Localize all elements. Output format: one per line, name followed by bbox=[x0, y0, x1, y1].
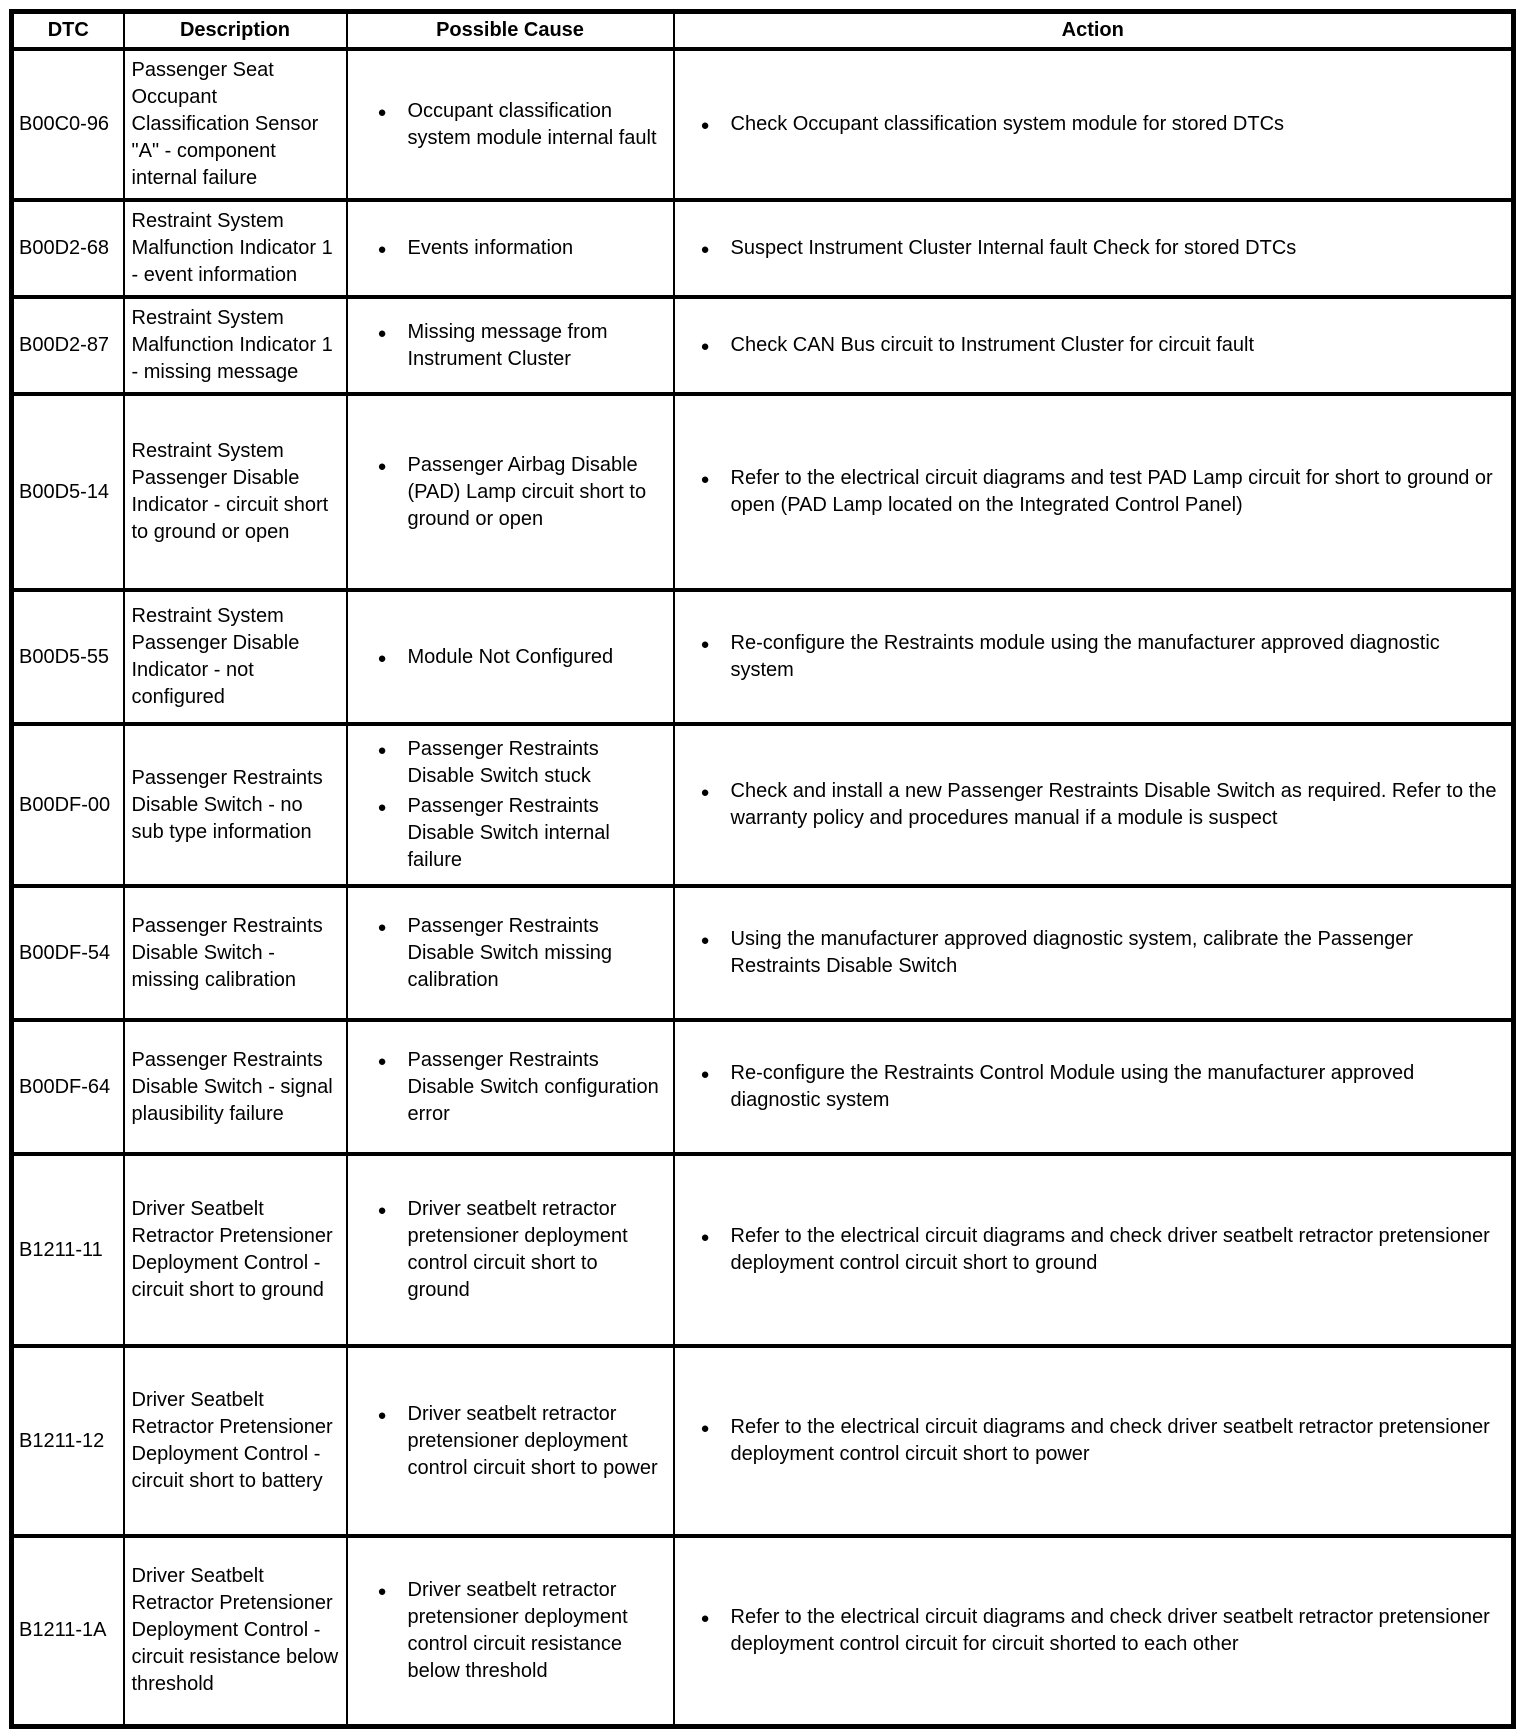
description-text: Driver Seatbelt Retractor Pretensioner Deployment Control - circuit short to ground bbox=[131, 1198, 333, 1301]
action-list bbox=[683, 1223, 1504, 1277]
cause-list bbox=[356, 452, 665, 533]
table-row bbox=[12, 724, 1514, 886]
cause-item: ● Passenger Restraints Disable Switch missing calibration bbox=[378, 913, 665, 994]
dtc-code: B00D5-14 bbox=[19, 480, 110, 503]
action-item: ● Check and install a new Passenger Restraints Disable Switch as required. Refer to the warranty policy and procedures manual if a module is suspect bbox=[701, 778, 1504, 832]
header-description: Description bbox=[124, 12, 347, 50]
dtc-code: B00D2-87 bbox=[19, 334, 110, 356]
action-list bbox=[683, 111, 1504, 138]
possible-cause-cell bbox=[347, 590, 674, 724]
action-cell bbox=[674, 724, 1514, 886]
dtc-code: B00DF-54 bbox=[19, 941, 111, 964]
possible-cause-cell bbox=[347, 200, 674, 297]
dtc-cell bbox=[12, 590, 124, 724]
possible-cause-cell bbox=[347, 886, 674, 1020]
description-cell bbox=[124, 1020, 347, 1154]
dtc-cell bbox=[12, 297, 124, 394]
table-row bbox=[12, 1536, 1514, 1726]
description-text: Driver Seatbelt Retractor Pretensioner Deployment Control - circuit resistance below threshold bbox=[131, 1565, 339, 1696]
description-cell bbox=[124, 297, 347, 394]
action-item: ● Refer to the electrical circuit diagrams and check driver seatbelt retractor pretensioner deployment control circuit short to power bbox=[701, 1414, 1504, 1468]
action-item: ● Refer to the electrical circuit diagrams and test PAD Lamp circuit for short to ground or open (PAD Lamp located on the Integrated Control Panel) bbox=[701, 465, 1504, 519]
action-cell bbox=[674, 1020, 1514, 1154]
action-item: ● Refer to the electrical circuit diagrams and check driver seatbelt retractor pretensioner deployment control circuit for circuit shorted to each other bbox=[701, 1604, 1504, 1658]
action-cell bbox=[674, 49, 1514, 200]
action-cell bbox=[674, 394, 1514, 590]
dtc-cell bbox=[12, 49, 124, 200]
table-row bbox=[12, 297, 1514, 394]
action-list bbox=[683, 1060, 1504, 1114]
action-cell bbox=[674, 590, 1514, 724]
cause-item: ● Passenger Restraints Disable Switch configuration error bbox=[378, 1047, 665, 1128]
description-text: Passenger Restraints Disable Switch - missing calibration bbox=[131, 914, 323, 991]
description-cell bbox=[124, 724, 347, 886]
description-text: Driver Seatbelt Retractor Pretensioner Deployment Control - circuit short to battery bbox=[131, 1389, 333, 1492]
possible-cause-cell bbox=[347, 724, 674, 886]
action-item: ● Re-configure the Restraints Control Module using the manufacturer approved diagnostic system bbox=[701, 1060, 1504, 1114]
header-action: Action bbox=[674, 12, 1514, 50]
description-text: Passenger Seat Occupant Classification Sensor "A" - component internal failure bbox=[131, 59, 319, 189]
dtc-cell bbox=[12, 1154, 124, 1346]
header-row bbox=[12, 12, 1514, 50]
cause-list bbox=[356, 1047, 665, 1128]
dtc-code: B1211-11 bbox=[19, 1238, 103, 1261]
table-row bbox=[12, 886, 1514, 1020]
cause-item: ● Driver seatbelt retractor pretensioner deployment control circuit short to ground bbox=[378, 1196, 665, 1304]
action-list bbox=[683, 235, 1504, 262]
dtc-table bbox=[9, 9, 1516, 1729]
possible-cause-cell bbox=[347, 394, 674, 590]
action-item: ● Using the manufacturer approved diagnostic system, calibrate the Passenger Restraints Disable Switch bbox=[701, 926, 1504, 980]
dtc-cell bbox=[12, 1536, 124, 1726]
possible-cause-cell bbox=[347, 1346, 674, 1536]
cause-list bbox=[356, 1196, 665, 1304]
header-dtc: DTC bbox=[12, 12, 124, 50]
action-cell bbox=[674, 1154, 1514, 1346]
cause-list bbox=[356, 235, 665, 262]
action-item: ● Re-configure the Restraints module using the manufacturer approved diagnostic system bbox=[701, 630, 1504, 684]
description-cell bbox=[124, 1346, 347, 1536]
description-text: Passenger Restraints Disable Switch - signal plausibility failure bbox=[131, 1048, 333, 1125]
description-cell bbox=[124, 1154, 347, 1346]
table-row bbox=[12, 49, 1514, 200]
description-cell bbox=[124, 590, 347, 724]
header-possible-cause: Possible Cause bbox=[347, 12, 674, 50]
action-list bbox=[683, 926, 1504, 980]
cause-list bbox=[356, 98, 665, 152]
cause-item: ● Occupant classification system module internal fault bbox=[378, 98, 665, 152]
possible-cause-cell bbox=[347, 297, 674, 394]
dtc-cell bbox=[12, 394, 124, 590]
description-text: Restraint System Passenger Disable Indicator - circuit short to ground or open bbox=[131, 440, 329, 543]
action-item: ● Check Occupant classification system module for stored DTCs bbox=[701, 111, 1504, 138]
action-cell bbox=[674, 1536, 1514, 1726]
cause-item: ● Module Not Configured bbox=[378, 644, 665, 671]
action-cell bbox=[674, 1346, 1514, 1536]
cause-item: ● Events information bbox=[378, 235, 665, 262]
description-text: Restraint System Passenger Disable Indicator - not configured bbox=[131, 605, 300, 708]
dtc-code: B00D5-55 bbox=[19, 645, 110, 668]
cause-item: ● Missing message from Instrument Cluster bbox=[378, 319, 665, 373]
cause-list bbox=[356, 644, 665, 671]
description-cell bbox=[124, 1536, 347, 1726]
dtc-cell bbox=[12, 886, 124, 1020]
action-cell bbox=[674, 200, 1514, 297]
cause-list bbox=[356, 1401, 665, 1482]
action-cell bbox=[674, 297, 1514, 394]
description-text: Passenger Restraints Disable Switch - no sub type information bbox=[131, 766, 323, 843]
table-row bbox=[12, 200, 1514, 297]
description-text: Restraint System Malfunction Indicator 1 - event information bbox=[131, 210, 333, 286]
dtc-code: B00DF-00 bbox=[19, 793, 111, 816]
possible-cause-cell bbox=[347, 49, 674, 200]
action-list bbox=[683, 332, 1504, 359]
table-row bbox=[12, 590, 1514, 724]
dtc-cell bbox=[12, 724, 124, 886]
dtc-code: B00D2-68 bbox=[19, 237, 110, 259]
table-row bbox=[12, 1154, 1514, 1346]
description-cell bbox=[124, 394, 347, 590]
cause-item: ● Driver seatbelt retractor pretensioner deployment control circuit resistance below threshold bbox=[378, 1577, 665, 1685]
dtc-cell bbox=[12, 200, 124, 297]
possible-cause-cell bbox=[347, 1020, 674, 1154]
cause-list bbox=[356, 1577, 665, 1685]
table-row bbox=[12, 1020, 1514, 1154]
dtc-code: B00DF-64 bbox=[19, 1075, 111, 1098]
action-list bbox=[683, 630, 1504, 684]
cause-list bbox=[356, 736, 665, 874]
action-item: ● Check CAN Bus circuit to Instrument Cluster for circuit fault bbox=[701, 332, 1504, 359]
dtc-cell bbox=[12, 1020, 124, 1154]
possible-cause-cell bbox=[347, 1536, 674, 1726]
dtc-code: B1211-12 bbox=[19, 1429, 105, 1452]
description-cell bbox=[124, 200, 347, 297]
table-row bbox=[12, 394, 1514, 590]
table-row bbox=[12, 1346, 1514, 1536]
cause-list bbox=[356, 319, 665, 373]
dtc-cell bbox=[12, 1346, 124, 1536]
dtc-code: B1211-1A bbox=[19, 1619, 107, 1642]
cause-list bbox=[356, 913, 665, 994]
description-cell bbox=[124, 49, 347, 200]
action-list bbox=[683, 778, 1504, 832]
cause-item: ● Passenger Restraints Disable Switch internal failure bbox=[378, 793, 665, 874]
cause-item: ● Passenger Restraints Disable Switch stuck bbox=[378, 736, 665, 790]
dtc-code: B00C0-96 bbox=[19, 113, 110, 135]
action-item: ● Refer to the electrical circuit diagrams and check driver seatbelt retractor pretensioner deployment control circuit short to ground bbox=[701, 1223, 1504, 1277]
action-list bbox=[683, 1604, 1504, 1658]
description-text: Restraint System Malfunction Indicator 1 - missing message bbox=[131, 307, 333, 383]
action-list bbox=[683, 465, 1504, 519]
action-item: ● Suspect Instrument Cluster Internal fault Check for stored DTCs bbox=[701, 235, 1504, 262]
action-cell bbox=[674, 886, 1514, 1020]
cause-item: ● Passenger Airbag Disable (PAD) Lamp circuit short to ground or open bbox=[378, 452, 665, 533]
description-cell bbox=[124, 886, 347, 1020]
action-list bbox=[683, 1414, 1504, 1468]
possible-cause-cell bbox=[347, 1154, 674, 1346]
cause-item: ● Driver seatbelt retractor pretensioner deployment control circuit short to power bbox=[378, 1401, 665, 1482]
